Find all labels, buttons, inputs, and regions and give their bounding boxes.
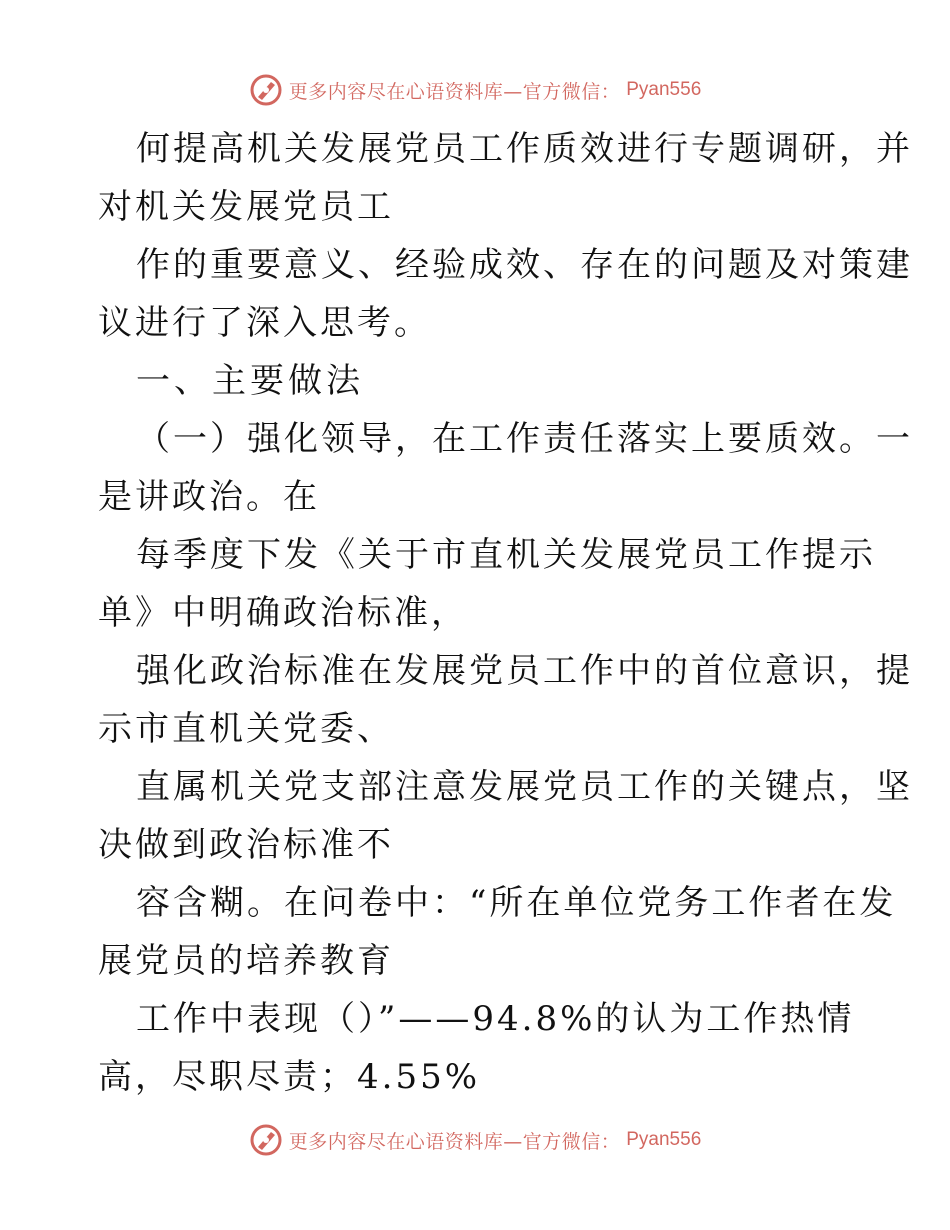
watermark-text: 更多内容尽在心语资料库—官方微信： (288, 1130, 621, 1153)
watermark-wechat-id: Pyan556 (626, 1129, 702, 1150)
text-line: 容含糊。在问卷中：“所在单位党务工作者在发 (136, 883, 897, 923)
text-line: 工作中表现（）”——94.8%的认为工作热情 (136, 999, 855, 1039)
document-body (98, 120, 913, 1106)
text-line: 高，尽职尽责；4.55% (98, 1057, 481, 1097)
text-line: 决做到政治标准不 (98, 825, 394, 865)
watermark-footer (0, 1120, 950, 1160)
text-line: 何提高机关发展党员工作质效进行专题调研，并 (136, 129, 913, 169)
text-line: （一）强化领导，在工作责任落实上要质效。一 (136, 419, 913, 459)
text-line: 展党员的培养教育 (98, 941, 394, 981)
pen-circle-logo-icon (249, 1123, 283, 1157)
text-line: 示市直机关党委、 (98, 709, 394, 749)
pen-circle-logo-icon (249, 73, 283, 107)
text-line: 议进行了深入思考。 (98, 303, 431, 343)
text-line: 每季度下发《关于市直机关发展党员工作提示 (136, 535, 876, 575)
watermark-header (0, 70, 950, 110)
text-line: 作的重要意义、经验成效、存在的问题及对策建 (136, 245, 913, 285)
watermark-text: 更多内容尽在心语资料库—官方微信： (288, 80, 621, 103)
section-heading: 一、主要做法 (136, 361, 364, 401)
text-line: 对机关发展党员工 (98, 187, 394, 227)
text-line: 直属机关党支部注意发展党员工作的关键点，坚 (136, 767, 913, 807)
text-line: 强化政治标准在发展党员工作中的首位意识，提 (136, 651, 913, 691)
text-line: 是讲政治。在 (98, 477, 320, 517)
watermark-wechat-id: Pyan556 (626, 79, 702, 100)
text-line: 单》中明确政治标准， (98, 593, 468, 633)
